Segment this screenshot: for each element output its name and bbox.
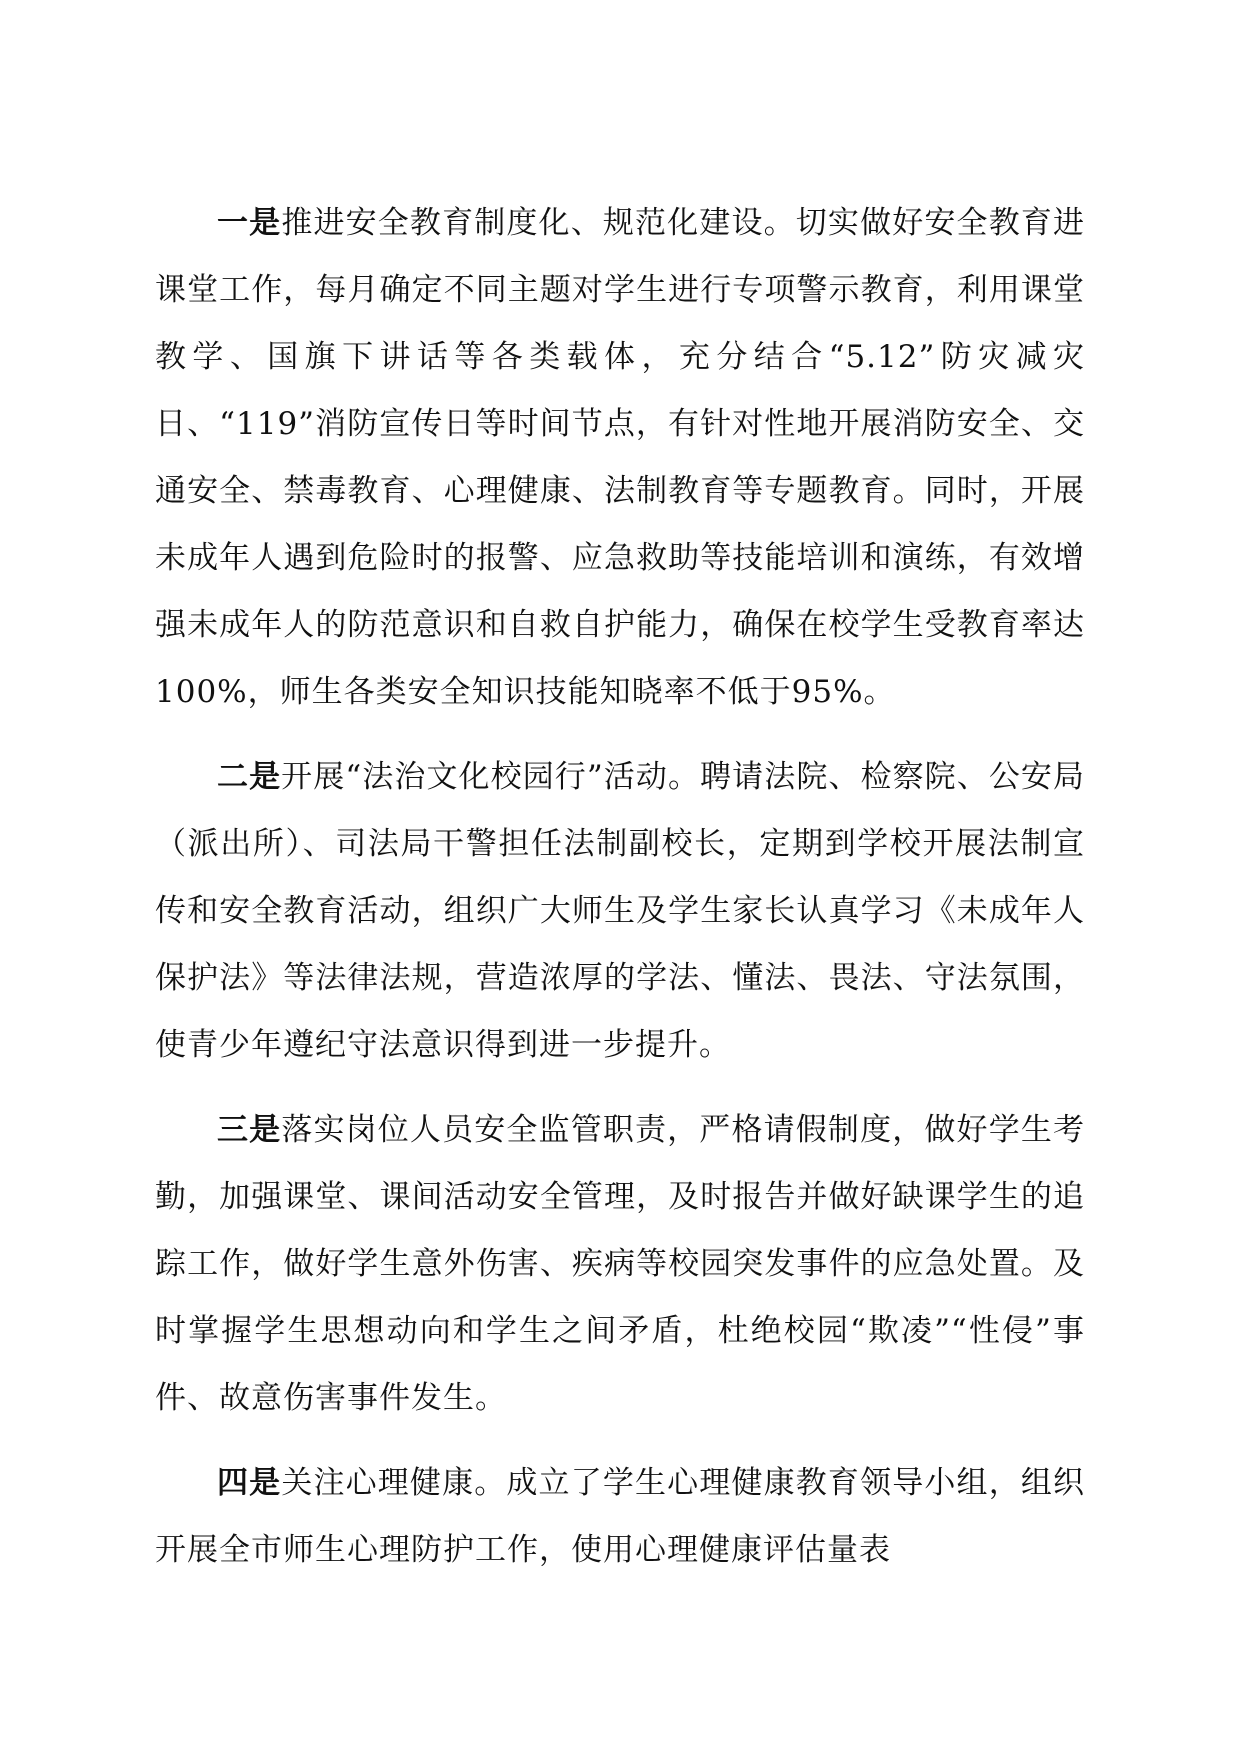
document-body [155, 190, 1085, 1602]
paragraph-1-text: 推进安全教育制度化、规范化建设。切实做好安全教育进课堂工作，每月确定不同主题对学生进行专项警示教育，利用课堂教学、国旗下讲话等各类载体，充分结合“5.12”防灾减灾日、“119”消防宣传日等时间节点，有针对性地开展消防安全、交通安全、禁毒教育、心理健康、法制教育等专题教育。同时，开展未成年人遇到危险时的报警、应急救助等技能培训和演练，有效增强未成年人的防范意识和自救自护能力，确保在校学生受教育率达100%，师生各类安全知识技能知晓率不低于95%。 [155, 205, 1086, 710]
paragraph-4 [155, 1450, 1085, 1584]
paragraph-1-lead: 一是 [217, 205, 282, 241]
paragraph-1 [155, 190, 1085, 726]
paragraph-2 [155, 744, 1085, 1079]
paragraph-3 [155, 1097, 1085, 1432]
paragraph-2-text: 开展“法治文化校园行”活动。聘请法院、检察院、公安局（派出所）、司法局干警担任法制副校长，定期到学校开展法制宣传和安全教育活动，组织广大师生及学生家长认真学习《未成年人保护法》等法律法规，营造浓厚的学法、懂法、畏法、守法氛围，使青少年遵纪守法意识得到进一步提升。 [155, 759, 1085, 1063]
paragraph-3-text: 落实岗位人员安全监管职责，严格请假制度，做好学生考勤，加强课堂、课间活动安全管理，及时报告并做好缺课学生的追踪工作，做好学生意外伤害、疾病等校园突发事件的应急处置。及时掌握学生思想动向和学生之间矛盾，杜绝校园“欺凌”“性侵”事件、故意伤害事件发生。 [155, 1112, 1086, 1416]
paragraph-4-lead: 四是 [217, 1465, 282, 1501]
paragraph-4-text: 关注心理健康。成立了学生心理健康教育领导小组，组织开展全市师生心理防护工作，使用心理健康评估量表 [155, 1465, 1086, 1568]
paragraph-2-lead: 二是 [217, 759, 282, 795]
paragraph-3-lead: 三是 [217, 1112, 282, 1148]
